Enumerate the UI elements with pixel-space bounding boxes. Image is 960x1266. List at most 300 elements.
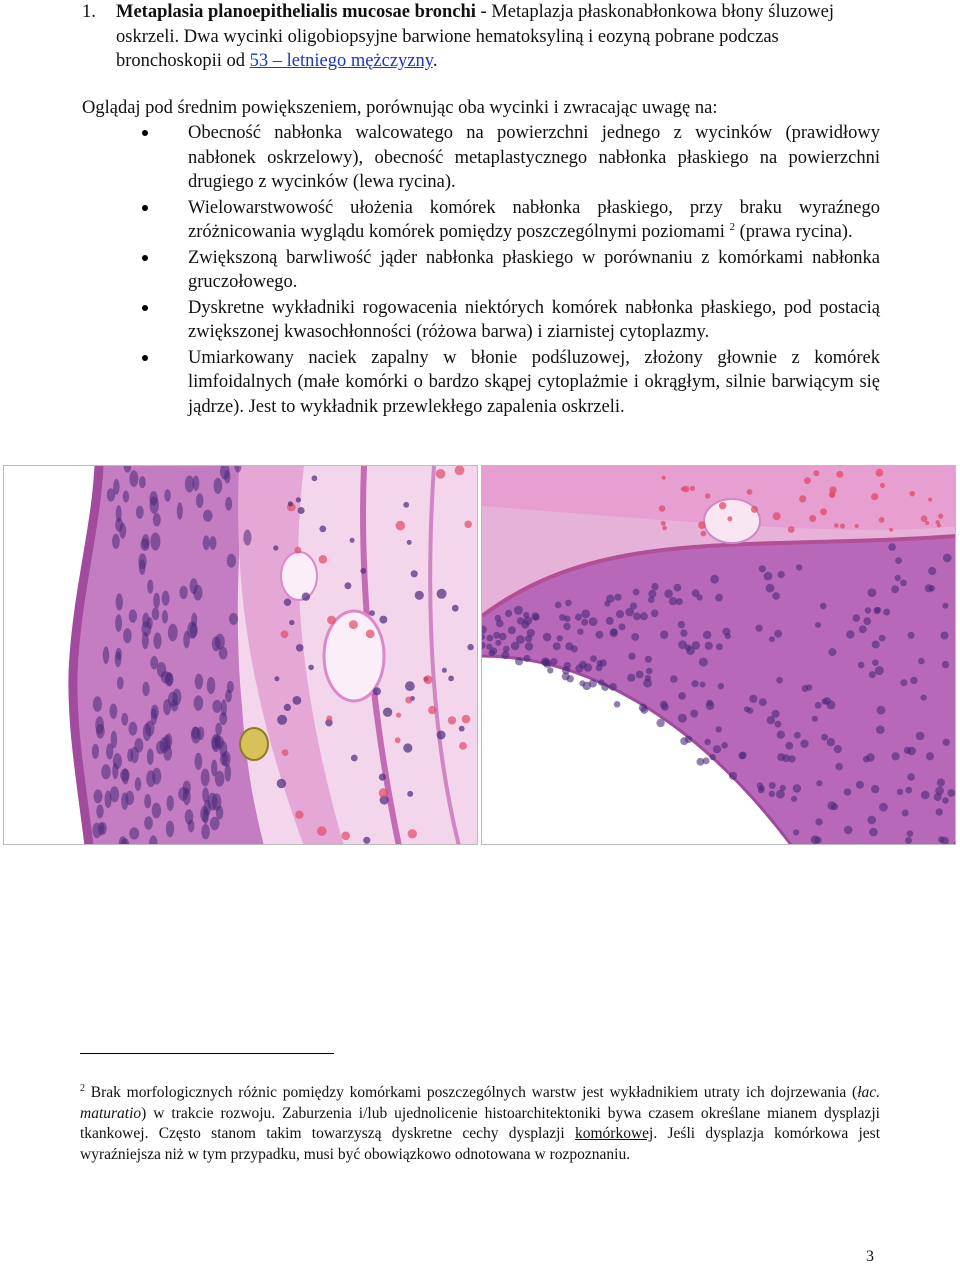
red-blood-cell xyxy=(698,521,706,529)
cell-nucleus xyxy=(835,763,843,771)
cell-nucleus xyxy=(769,636,775,642)
cell-nucleus xyxy=(152,608,160,621)
cell-nucleus xyxy=(195,674,204,690)
cell-nucleus xyxy=(142,632,149,649)
stroma-cell xyxy=(360,568,366,574)
cell-nucleus xyxy=(157,662,166,677)
cell-nucleus xyxy=(499,633,507,641)
cell-nucleus xyxy=(113,753,122,769)
cell-nucleus xyxy=(511,642,520,651)
stroma-cell xyxy=(341,832,350,841)
cell-nucleus xyxy=(96,804,103,818)
footnote-ref[interactable]: 2 xyxy=(729,221,735,233)
cell-nucleus xyxy=(111,731,118,749)
stroma-cell xyxy=(312,475,318,481)
stroma-cell xyxy=(289,620,294,625)
cell-nucleus xyxy=(759,565,766,572)
stroma-cell xyxy=(448,676,454,682)
cell-nucleus xyxy=(115,614,122,632)
red-blood-cell xyxy=(880,483,885,488)
footnote-text-3: . Jeśli dysplazja komórkowa jest wyraźniejsza niż w tym przypadku, musi być obowiązkowo odnotowana w rozpoznaniu. xyxy=(80,1125,880,1163)
cell-nucleus xyxy=(756,625,763,632)
cell-nucleus xyxy=(152,803,161,819)
stroma-cell xyxy=(277,715,287,725)
cell-nucleus xyxy=(113,479,119,495)
cell-nucleus xyxy=(166,821,174,838)
footnote xyxy=(80,1083,880,1165)
cell-nucleus xyxy=(869,671,876,678)
cell-nucleus xyxy=(625,608,634,617)
cell-nucleus xyxy=(815,622,821,628)
cell-nucleus xyxy=(633,589,640,596)
cell-nucleus xyxy=(660,701,668,709)
red-blood-cell xyxy=(836,471,843,478)
cell-nucleus xyxy=(788,755,795,762)
bullet-text: Wielowarstwowość ułożenia komórek nabłonka płaskiego, przy braku wyraźnego zróżnicowania wyglądu komórek pomiędzy poszczególnymi poziomami xyxy=(188,197,880,242)
cell-nucleus xyxy=(815,818,822,825)
cell-nucleus xyxy=(904,747,911,754)
cell-nucleus xyxy=(879,803,888,812)
cell-nucleus xyxy=(162,591,170,606)
cell-nucleus xyxy=(710,575,719,584)
cell-nucleus xyxy=(879,635,886,642)
cell-nucleus xyxy=(942,797,949,804)
cell-nucleus xyxy=(645,656,652,663)
cell-nucleus xyxy=(112,534,120,549)
stroma-cell xyxy=(308,665,314,671)
cell-nucleus xyxy=(856,781,864,789)
cell-nucleus xyxy=(565,600,572,607)
cell-nucleus xyxy=(129,722,138,736)
cell-nucleus xyxy=(646,668,653,675)
stroma-cell xyxy=(274,676,279,681)
observation-list xyxy=(188,121,880,420)
cell-nucleus xyxy=(891,585,899,593)
cell-nucleus xyxy=(793,829,799,835)
cell-nucleus xyxy=(872,641,880,649)
cell-nucleus xyxy=(225,497,232,511)
stroma-cell xyxy=(327,616,336,625)
cell-nucleus xyxy=(243,530,251,546)
cell-nucleus xyxy=(577,629,583,635)
cell-nucleus xyxy=(868,816,877,825)
cell-nucleus xyxy=(844,826,853,835)
cell-nucleus xyxy=(941,837,949,845)
cell-nucleus xyxy=(749,695,757,703)
cell-nucleus xyxy=(705,642,713,650)
cell-nucleus xyxy=(221,699,227,716)
stroma-cell xyxy=(437,731,446,740)
footnote-text: Brak morfologicznych różnic pomiędzy komórkami poszczególnych warstw jest wykładnikiem utraty ich dojrzewania ( xyxy=(85,1084,858,1101)
cell-nucleus xyxy=(738,752,745,759)
cell-nucleus xyxy=(868,588,877,597)
footnote-text-2: ) w trakcie rozwoju. Zaburzenia i/lub ujednolicenie histoarchitektoniki bywa czasem określane mianem dysplazji tkankowej. Często stanom takim towarzyszą dyskretne cechy dysplazji xyxy=(80,1104,880,1143)
cell-nucleus xyxy=(505,610,512,617)
stroma-cell xyxy=(408,829,417,838)
cell-nucleus xyxy=(201,824,210,839)
cell-nucleus xyxy=(495,640,501,646)
red-blood-cell xyxy=(788,526,795,533)
cell-nucleus xyxy=(875,666,884,675)
cell-nucleus xyxy=(716,643,723,650)
cell-nucleus xyxy=(628,653,635,660)
cell-nucleus xyxy=(691,680,698,687)
cell-nucleus xyxy=(168,624,178,642)
stroma-cell xyxy=(302,593,310,601)
intro-paragraph: Oglądaj pod średnim powiększeniem, porównując oba wycinki i zwracając uwagę na: xyxy=(82,98,718,118)
cell-nucleus xyxy=(777,731,785,739)
page-number: 3 xyxy=(866,1248,874,1265)
stroma-cell xyxy=(405,681,415,691)
cell-nucleus xyxy=(149,491,157,506)
cell-nucleus xyxy=(606,595,614,603)
cell-nucleus xyxy=(785,742,793,750)
stroma-cell xyxy=(415,591,424,600)
cell-nucleus xyxy=(704,739,710,745)
cell-nucleus xyxy=(215,771,225,787)
red-blood-cell xyxy=(855,524,859,528)
cell-nucleus xyxy=(690,710,698,718)
red-blood-cell xyxy=(747,489,753,495)
stroma-cell xyxy=(459,726,465,732)
red-blood-cell xyxy=(829,492,835,498)
cell-nucleus xyxy=(664,589,673,598)
cell-nucleus xyxy=(729,772,737,780)
cell-nucleus xyxy=(758,787,764,793)
cell-nucleus xyxy=(571,645,578,652)
cell-nucleus xyxy=(167,795,174,811)
cell-nucleus xyxy=(203,510,213,522)
stroma-cell xyxy=(344,582,351,589)
stroma-cell xyxy=(403,743,412,752)
red-blood-cell xyxy=(751,506,758,513)
cell-nucleus xyxy=(120,769,130,781)
cell-nucleus xyxy=(769,782,776,789)
cell-nucleus xyxy=(947,789,955,797)
cell-nucleus xyxy=(514,606,523,615)
cell-nucleus xyxy=(550,658,557,665)
cell-nucleus xyxy=(147,617,153,629)
stroma-cell xyxy=(317,826,327,836)
cell-nucleus xyxy=(614,594,621,601)
cell-nucleus xyxy=(703,757,710,764)
cell-nucleus xyxy=(942,603,948,609)
cell-nucleus xyxy=(130,747,138,764)
cell-nucleus xyxy=(144,816,153,830)
cell-nucleus xyxy=(150,656,158,669)
cell-nucleus xyxy=(142,534,150,549)
cell-nucleus xyxy=(121,713,128,726)
cell-nucleus xyxy=(590,655,597,662)
micrograph-right xyxy=(482,466,956,845)
stroma-cell xyxy=(442,668,447,673)
list-item xyxy=(188,121,880,195)
cell-nucleus xyxy=(725,633,731,639)
footnote-separator xyxy=(80,1053,334,1054)
cell-nucleus xyxy=(713,745,721,753)
cell-nucleus xyxy=(777,753,785,761)
cell-nucleus xyxy=(827,738,835,746)
red-blood-cell xyxy=(719,502,726,509)
cell-nucleus xyxy=(828,801,837,810)
list-item xyxy=(188,346,880,420)
stroma-cell xyxy=(351,755,358,762)
cell-nucleus xyxy=(116,593,123,610)
cell-nucleus xyxy=(123,628,132,643)
cell-nucleus xyxy=(619,623,626,630)
cell-nucleus xyxy=(820,603,827,610)
stroma-cell xyxy=(298,507,305,514)
cell-nucleus xyxy=(117,677,124,690)
stroma-cell xyxy=(395,737,401,743)
cell-nucleus xyxy=(129,827,139,839)
heading-description: - Metaplazja płaskonabłonkowa błony śluzowej oskrzeli. Dwa wycinki oligobiopsyjne barwione hematoksyliną i eozyną pobrane podczas bronchoskopii od xyxy=(116,2,835,71)
cell-nucleus xyxy=(123,491,129,503)
cell-nucleus xyxy=(501,651,509,659)
cell-nucleus xyxy=(640,612,648,620)
stroma-cell xyxy=(284,599,291,606)
cell-nucleus xyxy=(185,476,194,493)
cell-nucleus xyxy=(928,567,936,575)
stroma-cell xyxy=(293,696,302,705)
cell-nucleus xyxy=(212,700,222,713)
cell-nucleus xyxy=(778,571,785,578)
cell-nucleus xyxy=(606,617,614,625)
cell-nucleus xyxy=(892,752,900,760)
cell-nucleus xyxy=(716,726,722,732)
stroma-cell xyxy=(407,791,413,797)
cell-nucleus xyxy=(821,734,828,741)
red-blood-cell xyxy=(871,493,878,500)
cell-nucleus xyxy=(153,632,161,649)
cell-nucleus xyxy=(651,610,659,618)
cell-nucleus xyxy=(150,533,160,551)
cell-nucleus xyxy=(614,701,621,708)
bullet-text: Umiarkowany naciek zapalny w błonie podśluzowej, złożony głownie z komórek limfoidalnych (małe komórki o bardzo skąpej cytoplażmie i okrągłym, silnie barwiącym się jądrze). Jest to wykładnik przewlekłego zapalenia oskrzeli. xyxy=(188,347,880,417)
stroma-cell xyxy=(459,742,467,750)
cell-nucleus xyxy=(207,677,216,694)
cell-nucleus xyxy=(227,681,234,693)
stroma-cell xyxy=(379,788,389,798)
cell-nucleus xyxy=(872,659,879,666)
cell-nucleus xyxy=(859,625,867,633)
cell-nucleus xyxy=(656,719,664,727)
cell-nucleus xyxy=(547,667,553,673)
cell-nucleus xyxy=(869,828,878,837)
cell-nucleus xyxy=(160,737,168,753)
cell-nucleus xyxy=(193,585,202,601)
stroma-cell xyxy=(350,538,355,543)
red-blood-cell xyxy=(799,495,806,502)
cell-nucleus xyxy=(116,648,122,660)
cell-nucleus xyxy=(669,597,677,605)
cell-nucleus xyxy=(194,695,204,710)
cell-nucleus xyxy=(559,614,566,621)
cell-nucleus xyxy=(162,610,168,623)
cell-nucleus xyxy=(135,777,142,791)
cell-nucleus xyxy=(164,489,171,501)
cell-nucleus xyxy=(921,695,927,701)
patient-link[interactable]: 53 – letniego mężczyzny xyxy=(249,51,433,71)
cell-nucleus xyxy=(229,613,238,625)
stroma-cell xyxy=(273,545,278,550)
cell-nucleus xyxy=(814,837,821,844)
cell-nucleus xyxy=(706,701,715,710)
stroma-cell xyxy=(295,547,302,554)
cell-nucleus xyxy=(209,536,216,549)
cell-nucleus xyxy=(152,768,161,785)
cell-nucleus xyxy=(562,672,570,680)
cell-nucleus xyxy=(595,631,603,639)
stroma-cell xyxy=(448,716,456,724)
cell-nucleus xyxy=(555,602,562,609)
red-blood-cell xyxy=(936,520,940,524)
cell-nucleus xyxy=(685,736,692,743)
stroma-cell xyxy=(277,779,286,788)
cell-nucleus xyxy=(863,756,870,763)
cell-nucleus xyxy=(871,785,879,793)
cell-nucleus xyxy=(774,630,782,638)
red-blood-cell xyxy=(661,521,666,526)
stroma-cell xyxy=(424,675,433,684)
red-blood-cell xyxy=(705,493,711,499)
cell-nucleus xyxy=(834,745,842,753)
cell-nucleus xyxy=(846,630,854,638)
stroma-cell xyxy=(403,502,409,508)
red-blood-cell xyxy=(727,516,732,521)
cell-nucleus xyxy=(908,632,915,639)
cell-nucleus xyxy=(905,837,912,844)
cell-nucleus xyxy=(210,817,220,831)
cell-nucleus xyxy=(202,787,209,802)
red-blood-cell xyxy=(662,476,666,480)
cell-nucleus xyxy=(93,696,102,712)
cell-nucleus xyxy=(508,626,516,634)
stroma-cell xyxy=(284,704,291,711)
cell-nucleus xyxy=(191,613,197,627)
cell-nucleus xyxy=(597,660,603,666)
cell-nucleus xyxy=(794,732,801,739)
red-blood-cell xyxy=(938,514,943,519)
cell-nucleus xyxy=(678,621,685,628)
cell-nucleus xyxy=(201,769,210,787)
cell-nucleus xyxy=(772,710,780,718)
cell-nucleus xyxy=(139,476,146,488)
cell-nucleus xyxy=(703,631,711,639)
red-blood-cell xyxy=(809,515,816,522)
bullet-text: Obecność nabłonka walcowatego na powierzchni jednego z wycinków (prawidłowy nabłonek oskrzelowy), obecność metaplastycznego nabłonka płaskiego na powierzchni drugiego z wycinków (lewa rycina). xyxy=(188,123,880,192)
cell-nucleus xyxy=(543,659,552,668)
cell-nucleus xyxy=(215,634,225,650)
cell-nucleus xyxy=(531,612,539,620)
underlined-term: komórkowej xyxy=(575,1125,654,1143)
stroma-cell xyxy=(396,521,406,531)
stroma-cell xyxy=(369,610,375,616)
cell-nucleus xyxy=(525,642,533,650)
red-blood-cell xyxy=(834,523,839,528)
cell-nucleus xyxy=(776,790,785,799)
cell-nucleus xyxy=(828,648,836,656)
cell-nucleus xyxy=(874,607,881,614)
cell-nucleus xyxy=(227,554,236,568)
cell-nucleus xyxy=(610,628,617,635)
red-blood-cell xyxy=(804,477,811,484)
cell-nucleus xyxy=(527,629,535,637)
cell-nucleus xyxy=(575,664,583,672)
cell-nucleus xyxy=(147,749,154,765)
cell-nucleus xyxy=(144,794,151,808)
cell-nucleus xyxy=(926,752,934,760)
cell-nucleus xyxy=(564,662,571,669)
cell-nucleus xyxy=(171,699,179,711)
cell-nucleus xyxy=(142,682,149,696)
red-blood-cell xyxy=(928,498,932,502)
cell-nucleus xyxy=(129,609,137,622)
cell-nucleus xyxy=(633,613,641,621)
red-blood-cell xyxy=(909,491,915,497)
cell-nucleus xyxy=(609,683,617,691)
cell-nucleus xyxy=(816,780,822,786)
bullet-text-end: (prawa rycina). xyxy=(734,222,853,242)
cell-nucleus xyxy=(100,822,107,834)
cell-nucleus xyxy=(941,632,949,640)
cell-nucleus xyxy=(523,616,532,625)
cell-nucleus xyxy=(110,786,119,802)
cell-nucleus xyxy=(503,646,510,653)
cell-nucleus xyxy=(678,714,687,723)
cell-nucleus xyxy=(902,810,909,817)
red-blood-cell xyxy=(921,515,928,522)
cell-nucleus xyxy=(775,721,782,728)
red-blood-cell xyxy=(690,486,695,491)
cell-nucleus xyxy=(219,741,227,757)
bullet-text: Dyskretne wykładniki rogowacenia niektórych komórek nabłonka płaskiego, pod postacią zwiększonej kwasochłonności (różowa barwa) i ziarnistej cytoplazmy. xyxy=(188,297,880,342)
stroma-cell xyxy=(379,774,386,781)
red-blood-cell xyxy=(879,517,885,523)
cell-nucleus xyxy=(151,705,159,719)
cell-nucleus xyxy=(195,753,203,770)
micrograph-left xyxy=(4,466,478,845)
cell-nucleus xyxy=(700,682,706,688)
cell-nucleus xyxy=(715,594,723,602)
cell-nucleus xyxy=(674,584,682,592)
cell-nucleus xyxy=(197,727,204,741)
cell-nucleus xyxy=(709,754,715,760)
cell-nucleus xyxy=(636,671,644,679)
cell-nucleus xyxy=(648,597,655,604)
cell-nucleus xyxy=(764,572,773,581)
cell-nucleus xyxy=(153,593,160,609)
stroma-cell xyxy=(363,837,370,844)
red-blood-cell xyxy=(876,469,884,477)
cell-nucleus xyxy=(486,644,492,650)
cell-nucleus xyxy=(812,716,818,722)
stroma-cell xyxy=(411,570,418,577)
cell-nucleus xyxy=(900,580,907,587)
cell-nucleus xyxy=(627,674,635,682)
latin-term: łac. maturatio xyxy=(80,1084,880,1122)
stroma-cell xyxy=(296,497,301,502)
cell-nucleus xyxy=(648,590,656,598)
stroma-cell xyxy=(379,616,387,624)
red-blood-cell xyxy=(681,487,686,492)
cell-nucleus xyxy=(143,723,151,741)
cell-nucleus xyxy=(897,789,903,795)
stroma-cell xyxy=(366,630,375,639)
cell-nucleus xyxy=(153,513,161,526)
stroma-cell xyxy=(436,469,446,479)
cell-nucleus xyxy=(115,518,123,532)
